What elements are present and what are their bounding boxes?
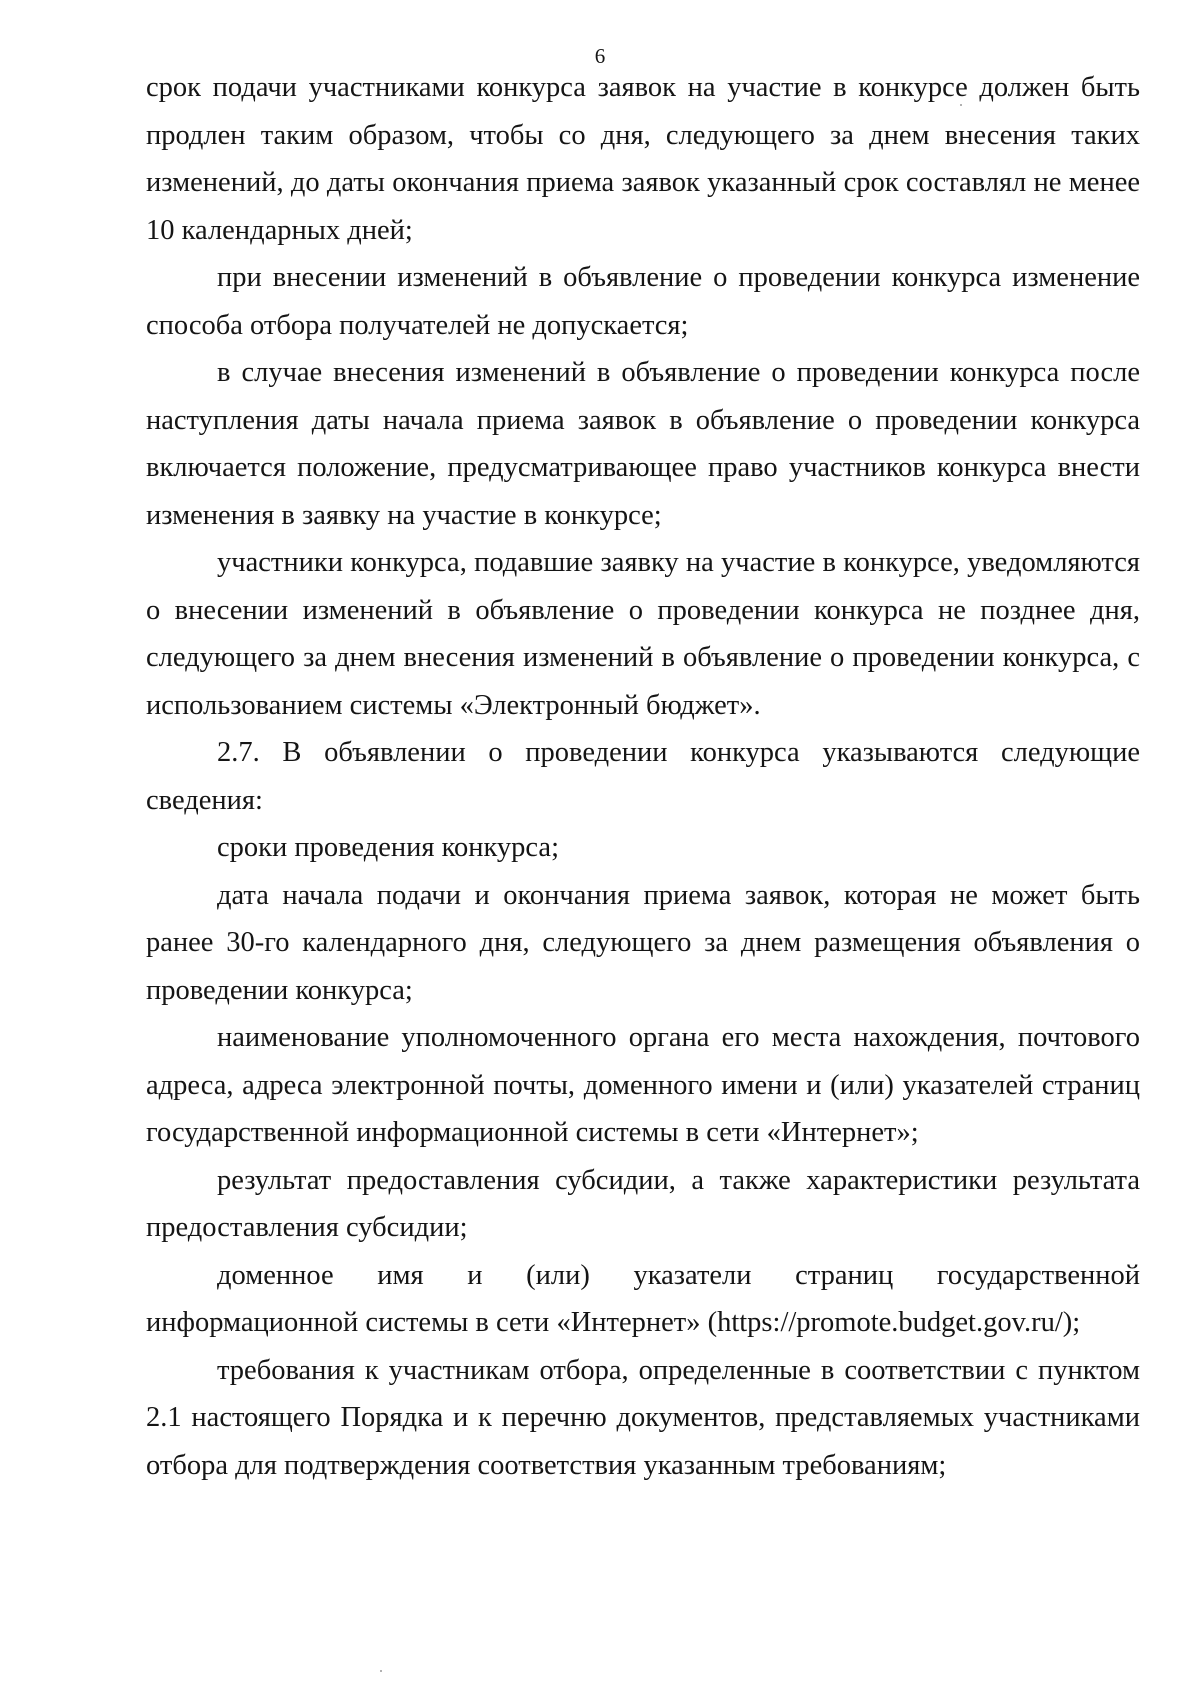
paragraph-participant-requirements: требования к участникам отбора, определенные в соответствии с пунктом 2.1 настоящего Порядка и к перечню документов, представляемых участниками отбора для подтверждения соответствия указанным требованиям; — [146, 1354, 1140, 1481]
paragraph-deadline-extension: срок подачи участниками конкурса заявок на участие в конкурсе должен быть продлен таким образом, чтобы со дня, следующего за днем внесения таких изменений, до даты окончания приема заявок указанный срок составлял не менее 10 календарных дней; — [146, 72, 1140, 246]
paragraph-subsidy-result: результат предоставления субсидии, а также характеристики результата предоставления субсидии; — [146, 1164, 1140, 1243]
paragraph-selection-method: при внесении изменений в объявление о проведении конкурса изменение способа отбора получателей не допускается; — [146, 262, 1140, 341]
page-number: 6 — [594, 44, 606, 68]
paragraph-contest-dates: сроки проведения конкурса; — [217, 832, 559, 863]
scan-artifact — [960, 104, 962, 106]
paragraph-application-dates: дата начала подачи и окончания приема заявок, которая не может быть ранее 30-го календарного дня, следующего за днем размещения объявления о проведении конкурса; — [146, 879, 1140, 1006]
paragraph-changes-after-start: в случае внесения изменений в объявление о проведении конкурса после наступления даты начала приема заявок в объявление о проведении конкурса включается положение, предусматривающее право участников конкурса внести изменения в заявку на участие в конкурсе; — [146, 357, 1140, 531]
paragraph-section-2-7: 2.7. В объявлении о проведении конкурса указываются следующие сведения: — [146, 737, 1140, 816]
paragraph-domain-name: доменное имя и (или) указатели страниц государственной информационной системы в сети «Интернет» (https://promote.budget.gov.ru/); — [146, 1259, 1140, 1338]
paragraph-participant-notification: участники конкурса, подавшие заявку на участие в конкурсе, уведомляются о внесении изменений в объявление о проведении конкурса не позднее дня, следующего за днем внесения изменений в объявление о проведении конкурса, с использованием системы «Электронный бюджет». — [146, 547, 1140, 721]
scan-artifact — [380, 1670, 382, 1672]
document-body — [146, 64, 1140, 1489]
paragraph-authority-details: наименование уполномоченного органа его места нахождения, почтового адреса, адреса электронной почты, доменного имени и (или) указателей страниц государственной информационной системы в сети «Интернет»; — [146, 1022, 1140, 1148]
